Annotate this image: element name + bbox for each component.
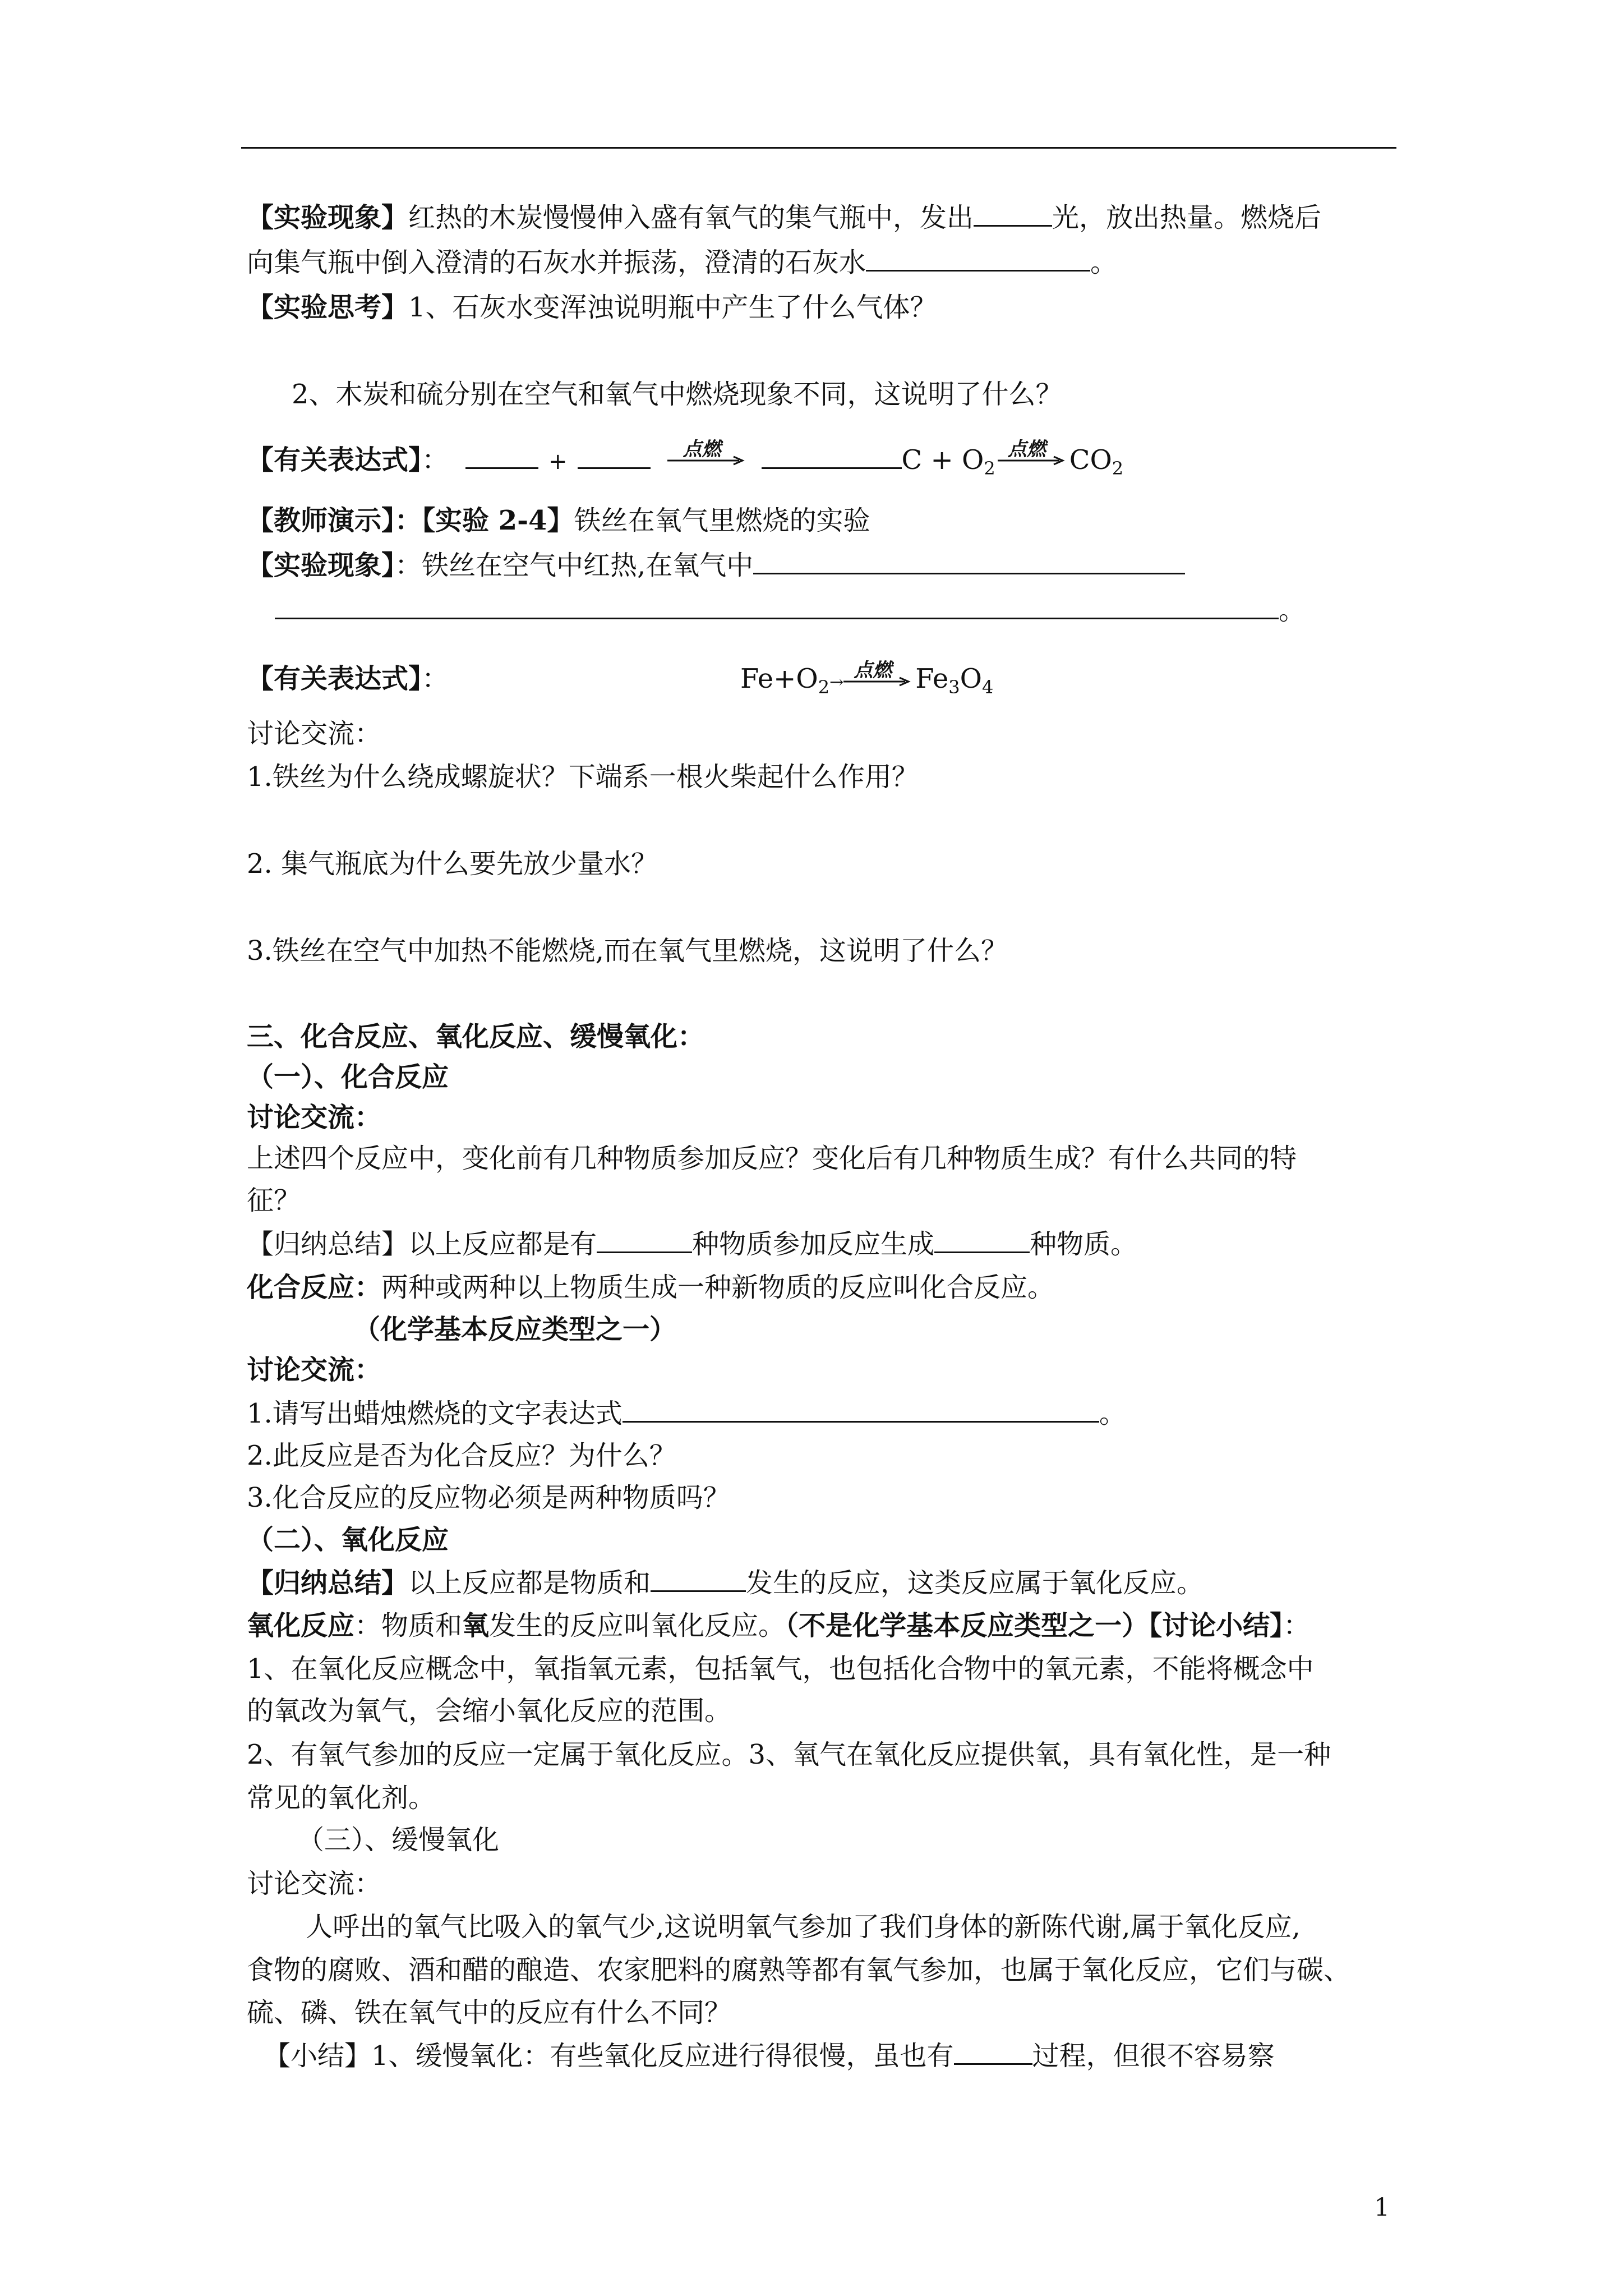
plus-sign: +: [548, 449, 568, 475]
label-thinking: 【实验思考】: [247, 292, 409, 323]
subscript: 2: [984, 458, 995, 479]
reaction-arrow: [843, 659, 911, 700]
text: 。: [1279, 595, 1306, 626]
text: 2、有氧气参加的反应一定属于氧化反应。3、氧气在氧化反应提供氧，具有氧化性，是一种: [247, 1739, 1331, 1770]
line-31: [247, 1738, 1331, 1772]
text: 的氧改为氧气，会缩小氧化反应的范围。: [247, 1695, 732, 1727]
text: （一）、化合反应: [247, 1061, 449, 1093]
line-4: [292, 378, 1063, 411]
text: 2、木炭和硫分别在空气和氧气中燃烧现象不同，这说明了什么？: [292, 379, 1063, 410]
arrow-label: 点燃: [854, 659, 892, 682]
subsection-heading: [247, 1060, 449, 1094]
text: Fe+O: [740, 663, 818, 694]
text: Fe: [915, 663, 949, 694]
text: （三）、缓慢氧化: [297, 1824, 500, 1856]
text: ：: [422, 444, 449, 476]
text: 。: [1099, 1398, 1126, 1429]
text: 发生的反应叫氧化反应。: [489, 1610, 786, 1641]
arrow-label: 点燃: [1007, 438, 1046, 461]
blank: [465, 445, 538, 469]
blank: [275, 595, 1279, 619]
text: 氧化反应: [247, 1610, 355, 1641]
text: （不是化学基本反应类型之一）【讨论小结】: [785, 1610, 1284, 1641]
text: ：铁丝在空气中红热,在氧气中: [395, 550, 754, 581]
blank: [866, 247, 1090, 272]
text: 讨论交流：: [247, 1354, 382, 1386]
text: 三、化合反应、氧化反应、缓慢氧化：: [247, 1021, 705, 1052]
blank: [934, 1229, 1030, 1253]
line-12: [247, 847, 658, 881]
line-21: [353, 1313, 676, 1346]
text: 征？: [247, 1185, 301, 1216]
text: （化学基本反应类型之一）: [353, 1314, 677, 1345]
line-1: [247, 201, 1321, 234]
line-35: [306, 1910, 1301, 1944]
line-28: [247, 1609, 1310, 1642]
text: 3.铁丝在空气中加热不能燃烧,而在氧气里燃烧，这说明了什么？: [247, 935, 1008, 967]
label-expression: 【有关表达式】: [247, 444, 422, 476]
subscript: 4: [982, 677, 994, 698]
text: 两种或两种以上物质生成一种新物质的反应叫化合反应。: [381, 1272, 1055, 1303]
line-24: [247, 1439, 676, 1473]
text: →: [829, 673, 844, 692]
text: C + O: [901, 444, 984, 476]
blank: [974, 203, 1052, 227]
blank: [623, 1398, 1099, 1423]
line-19: [247, 1227, 1137, 1261]
line-6: [247, 504, 870, 537]
text: 讨论交流：: [247, 1102, 382, 1133]
text: 1、在氧化反应概念中，氧指氧元素，包括氧气，也包括化合物中的氧元素，不能将概念中: [247, 1653, 1314, 1685]
blank: [651, 1568, 746, 1592]
line-38: [264, 2039, 1275, 2073]
page-number: 1: [1374, 2193, 1390, 2222]
line-2: [247, 246, 1117, 279]
section-heading: [247, 1020, 704, 1053]
text: 以上反应都是物质和: [408, 1567, 651, 1599]
reaction-arrow: [998, 438, 1065, 478]
label-expression: 【有关表达式】: [247, 663, 422, 694]
text: 。: [1090, 247, 1118, 278]
text: 常见的氧化剂。: [247, 1782, 436, 1814]
text: 食物的腐败、酒和醋的酿造、农家肥料的腐熟等都有氧气参加，也属于氧化反应，它们与碳、: [247, 1954, 1351, 1986]
text: 过程，但很不容易察: [1032, 2040, 1275, 2072]
line-11: [247, 760, 919, 794]
text: 讨论交流：: [247, 1868, 382, 1899]
label-demo: 【教师演示】: [247, 505, 395, 536]
label-phenomenon: 【实验现象】: [247, 202, 409, 233]
text: 2.此反应是否为化合反应？为什么？: [247, 1440, 676, 1471]
text: 1、石灰水变浑浊说明瓶中产生了什么气体？: [408, 292, 937, 323]
blank: [597, 1229, 692, 1253]
line-30: [247, 1694, 731, 1728]
text: 【实验 2-4】: [422, 505, 574, 536]
line-36: [247, 1953, 1350, 1987]
text: ：: [1283, 1610, 1311, 1641]
line-37: [247, 1996, 731, 2030]
text: CO: [1069, 444, 1112, 476]
line-22: [247, 1353, 381, 1387]
line-8: [275, 593, 1306, 627]
subsection-heading: [247, 1523, 449, 1557]
line-34: [247, 1867, 381, 1901]
text: 【归纳总结】: [247, 1567, 409, 1599]
arrow-label: 点燃: [683, 438, 721, 461]
text: O: [960, 663, 982, 694]
blank: [954, 2041, 1032, 2065]
line-27: [247, 1566, 1204, 1600]
text: 向集气瓶中倒入澄清的石灰水并振荡，澄清的石灰水: [247, 247, 866, 278]
text: （二）、氧化反应: [247, 1524, 449, 1556]
blank: [753, 550, 1185, 574]
text: 化合反应：: [247, 1272, 382, 1303]
line-23: [247, 1397, 1126, 1430]
text: 【小结】: [264, 2040, 372, 2072]
line-29: [247, 1652, 1314, 1686]
label-phenomenon: 【实验现象】: [247, 550, 395, 581]
text: 氧: [462, 1610, 490, 1641]
subscript: 3: [948, 677, 960, 698]
line-5-expression: [247, 438, 1124, 479]
text: 硫、磷、铁在氧气中的反应有什么不同？: [247, 1997, 732, 2028]
line-18: [247, 1184, 301, 1217]
text: 2. 集气瓶底为什么要先放少量水？: [247, 848, 658, 880]
text: 铁丝在氧气里燃烧的实验: [574, 505, 870, 536]
line-16: [247, 1101, 381, 1134]
text: ：物质和: [354, 1610, 463, 1641]
text: 红热的木炭慢慢伸入盛有氧气的集气瓶中，发出: [408, 202, 974, 233]
line-20: [247, 1271, 1054, 1304]
blank: [578, 445, 651, 469]
text: 1.铁丝为什么绕成螺旋状？下端系一根火柴起什么作用？: [247, 761, 919, 793]
line-3: [247, 291, 937, 324]
text: 人呼出的氧气比吸入的氧气少,这说明氧气参加了我们身体的新陈代谢,属于氧化反应,: [306, 1911, 1301, 1943]
text: 3.化合反应的反应物必须是两种物质吗？: [247, 1482, 730, 1513]
text: 1.请写出蜡烛燃烧的文字表达式: [247, 1398, 623, 1429]
line-17: [247, 1142, 1297, 1175]
text: 上述四个反应中，变化前有几种物质参加反应？变化后有几种物质生成？有什么共同的特: [247, 1143, 1297, 1174]
line-10: [247, 717, 381, 751]
text: 【归纳总结】: [247, 1228, 409, 1260]
reaction-arrow: [667, 438, 746, 478]
text: ：: [395, 505, 422, 536]
text: 1、缓慢氧化：有些氧化反应进行得很慢，虽也有: [371, 2040, 954, 2072]
text: ：: [422, 663, 449, 694]
text: 种物质参加反应生成: [692, 1228, 935, 1260]
text: 以上反应都是有: [408, 1228, 597, 1260]
line-9-expression: [247, 659, 994, 700]
blank: [762, 445, 902, 469]
line-13: [247, 934, 1008, 968]
subsection-heading: [297, 1823, 499, 1857]
subscript: 2: [1112, 458, 1124, 479]
line-25: [247, 1481, 730, 1515]
subscript: 2: [818, 677, 830, 698]
line-32: [247, 1781, 435, 1815]
text: 讨论交流：: [247, 718, 382, 749]
line-7: [247, 549, 1185, 582]
text: 光，放出热量。燃烧后: [1052, 202, 1322, 233]
header-rule: [241, 147, 1396, 149]
text: 种物质。: [1030, 1228, 1138, 1260]
text: 发生的反应，这类反应属于氧化反应。: [746, 1567, 1204, 1599]
